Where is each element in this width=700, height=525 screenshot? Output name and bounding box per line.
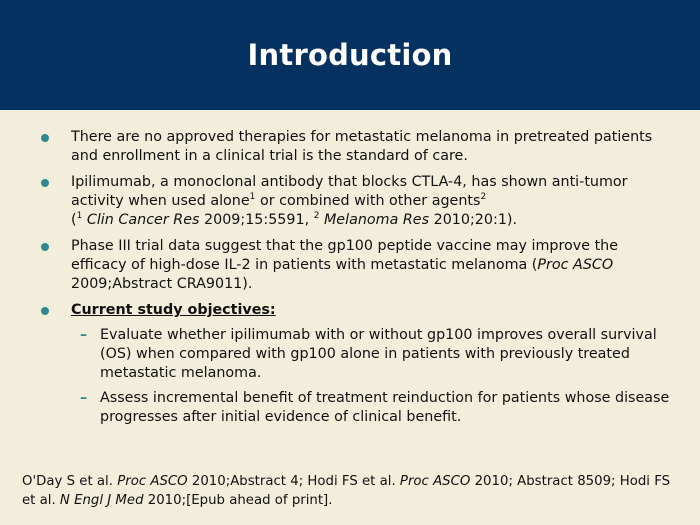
sub-bullet-item [0,326,700,383]
bullet-text: Ipilimumab, a monoclonal antibody that blocks CTLA-4, has shown anti-tumor activity when used alone [71,174,628,209]
objectives-label: Current study objectives: [71,302,276,318]
bullet-item [0,173,700,230]
bullet-text: or combined with other agents [255,193,481,209]
reference-text: 2010;20:1). [429,212,518,228]
bullet-dot-icon [41,134,49,142]
reference-text: 2010; Abstract 8509; Hodi FS et al. [22,474,671,508]
footnote-marker: 1 [249,192,256,203]
sub-bullet-item [0,389,700,427]
bullet-dot-icon [41,243,49,251]
references-footer [22,472,682,510]
reference-text: 2009;15:5591, [199,212,314,228]
bullet-item [0,128,700,166]
objectives-heading [0,301,700,320]
bullet-item [0,237,700,294]
footnote-marker: 1 [76,211,83,222]
reference-text: 2010;[Epub ahead of print]. [143,493,333,508]
slide-body [0,120,700,427]
bullet-dot-icon [41,179,49,187]
journal-name: N Engl J Med [59,493,144,508]
journal-name: Proc ASCO [399,474,471,489]
bullet-text: There are no approved therapies for metastatic melanoma in pretreated patients and enrollment in a clinical trial is the standard of care. [71,129,653,164]
journal-name: Proc ASCO [537,257,614,273]
reference-text: 2009;Abstract CRA9011). [71,276,253,292]
journal-name: Clin Cancer Res [82,212,200,228]
reference-text: O'Day S et al. [22,474,118,489]
journal-name: Proc ASCO [117,474,188,489]
sub-bullet-text: Evaluate whether ipilimumab with or without gp100 improves overall survival (OS) when compared with gp100 alone in patients with previously treated metastatic melanoma. [100,327,657,381]
footnote-marker: 2 [313,211,320,222]
dash-icon: – [80,327,88,343]
reference-text: 2010;Abstract 4; Hodi FS et al. [187,474,400,489]
dash-icon: – [80,390,88,406]
bullet-dot-icon [41,307,49,315]
slide-title: Introduction [247,38,453,72]
bullet-text: Phase III trial data suggest that the gp100 peptide vaccine may improve the efficacy of high-dose IL-2 in patients with metastatic melanoma ( [71,238,619,273]
reference-text: ( [71,212,77,228]
journal-name: Melanoma Res [319,212,430,228]
footnote-marker: 2 [480,192,487,203]
sub-bullet-text: Assess incremental benefit of treatment reinduction for patients whose disease progresses after initial evidence of clinical benefit. [100,390,670,425]
slide-header [0,0,700,110]
